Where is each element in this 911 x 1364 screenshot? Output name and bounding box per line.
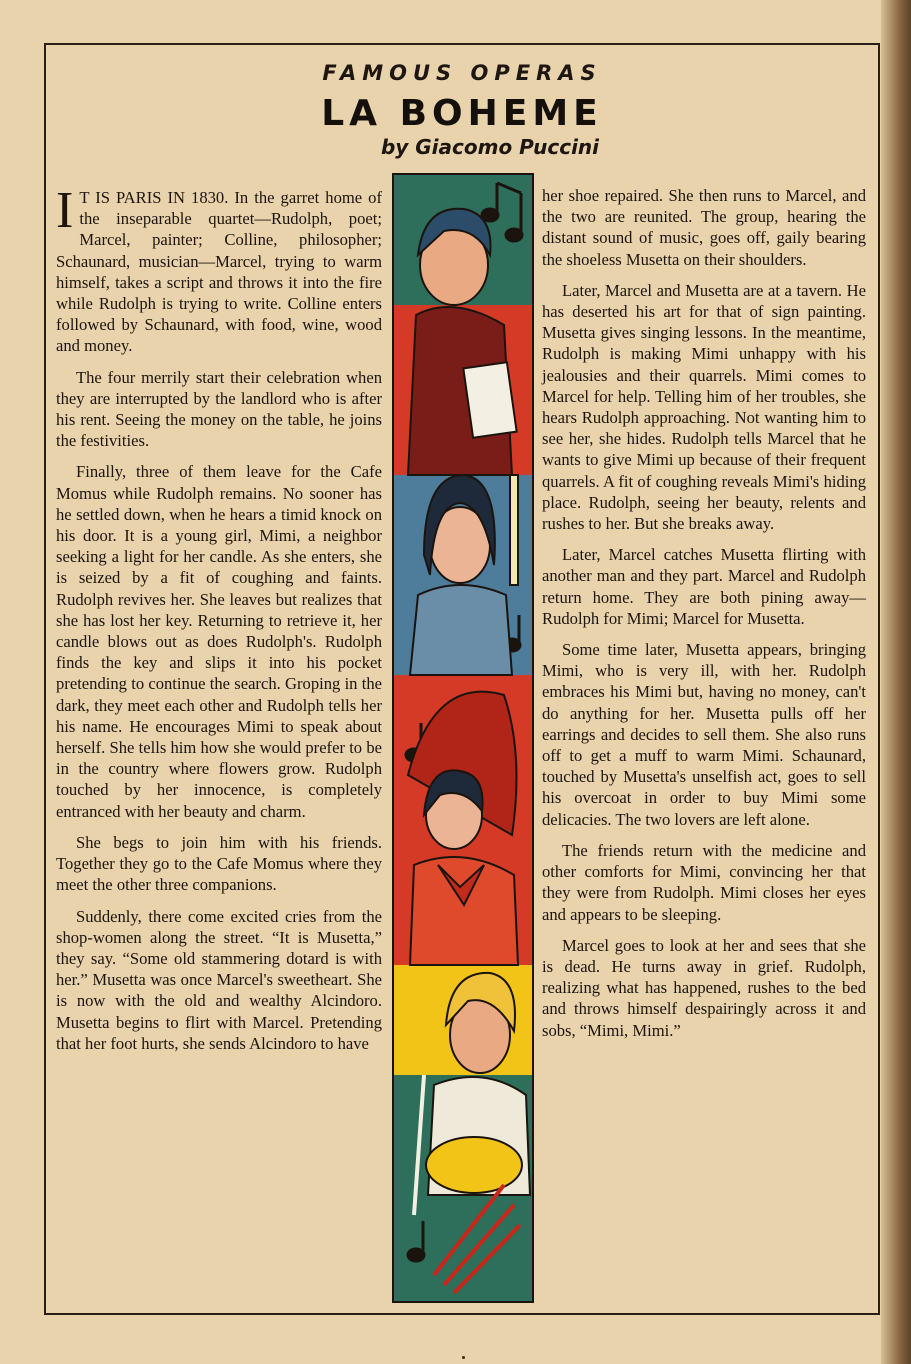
paragraph: Marcel goes to look at her and sees that she is dead. He turns away in grief. Rudolph, realizing what has happened, rushes to the bed and throws himself despairingly across it and sobs, “Mimi, Mimi.”	[542, 935, 866, 1040]
paragraph: Later, Marcel and Musetta are at a tavern. He has deserted his art for that of sign painting. Musetta gives singing lessons. In the meantime, Rudolph is making Mimi unhappy with his jealousies and their quarrels. Mimi comes to Marcel for help. Telling him of her troubles, she hears Rudolph approaching. Not wanting him to see her, she hides. Rudolph tells Marcel that he wants to give Mimi up because of their frequent quarrels. A fit of coughing reveals Mimi's hiding place. Rudolph, seeing her beauty, relents and rushes to her. But she breaks away.	[542, 280, 866, 534]
left-column	[56, 182, 382, 1064]
paragraph: her shoe repaired. She then runs to Marcel, and the two are reunited. The group, hearing the distant sound of music, goes off, gaily bearing the shoeless Musetta on their shoulders.	[542, 186, 866, 269]
article-frame	[44, 43, 880, 1315]
drop-cap: I	[56, 182, 74, 239]
right-column	[542, 185, 866, 1051]
page-speck	[462, 1356, 465, 1359]
series-title: FAMOUS OPERAS	[322, 61, 602, 85]
illustration-svg	[394, 175, 532, 1301]
paragraph: Suddenly, there come excited cries from the shop-women along the street. “It is Musetta,” they say. “Some old stammering dotard is with her.” Musetta was once Marcel's sweetheart. She is now with the old and wealthy Alcindoro. Musetta begins to flirt with Marcel. Pretending that her foot hurts, she sends Alcindoro to have	[56, 906, 382, 1053]
paragraph: The four merrily start their celebration when they are interrupted by the landlord who is after his rent. Seeing the money on the table, he joins the festivities.	[56, 367, 382, 451]
paragraph: The friends return with the medicine and other comforts for Mimi, convincing her that they were from Rudolph. Mimi closes her eyes and appears to be sleeping.	[542, 840, 866, 924]
composer-byline: by Giacomo Puccini	[380, 135, 600, 159]
opera-characters-illustration	[392, 173, 534, 1303]
paragraph	[56, 182, 382, 357]
paragraph: Finally, three of them leave for the Cafe Momus while Rudolph remains. No sooner has he settled down, when he hears a timid knock on his door. It is a young girl, Mimi, a neighbor seeking a light for her candle. As she enters, she is seized by a fit of coughing and faints. Rudolph revives her. She leaves but realizes that she has lost her key. Returning to retrieve it, her candle blows out as does Rudolph's. Rudolph finds the key and slips it into his pocket pretending to continue the search. Groping in the dark, they meet each other and Rudolph tells her his name. He encourages Mimi to speak about herself. She tells him how she would prefer to be in the country where flowers grow. Rudolph touched by her innocence, is completely entranced with her beauty and charm.	[56, 462, 382, 821]
paragraph: Some time later, Musetta appears, bringing Mimi, who is very ill, with her. Rudolph embraces his Mimi but, having no money, can't do anything for her. Musetta pulls off her earrings and decides to sell them. She also runs off to get a muff to warm Mimi. Schaunard, touched by Musetta's unselfish act, goes to sell his overcoat in order to buy Mimi some delicacies. The two lovers are left alone.	[542, 640, 866, 829]
opera-title: LA BOHEME	[321, 93, 603, 134]
paragraph-text: T IS PARIS IN 1830. In the garret home of the inseparable quartet—Rudolph, poet; Marcel, painter; Colline, philosopher; Schaunard, musician—Marcel, trying to warm himself, takes a script and throws it into the fire while Rudolph is trying to write. Colline enters followed by Schaunard, with food, wine, wood and money.	[56, 188, 382, 356]
page-edge	[881, 0, 911, 1364]
paragraph: She begs to join him with his friends. Together they go to the Cafe Momus where they meet the other three companions.	[56, 832, 382, 895]
paragraph: Later, Marcel catches Musetta flirting with another man and they part. Marcel and Rudolph return home. They are both pining away—Rudolph for Mimi; Marcel for Musetta.	[542, 545, 866, 628]
